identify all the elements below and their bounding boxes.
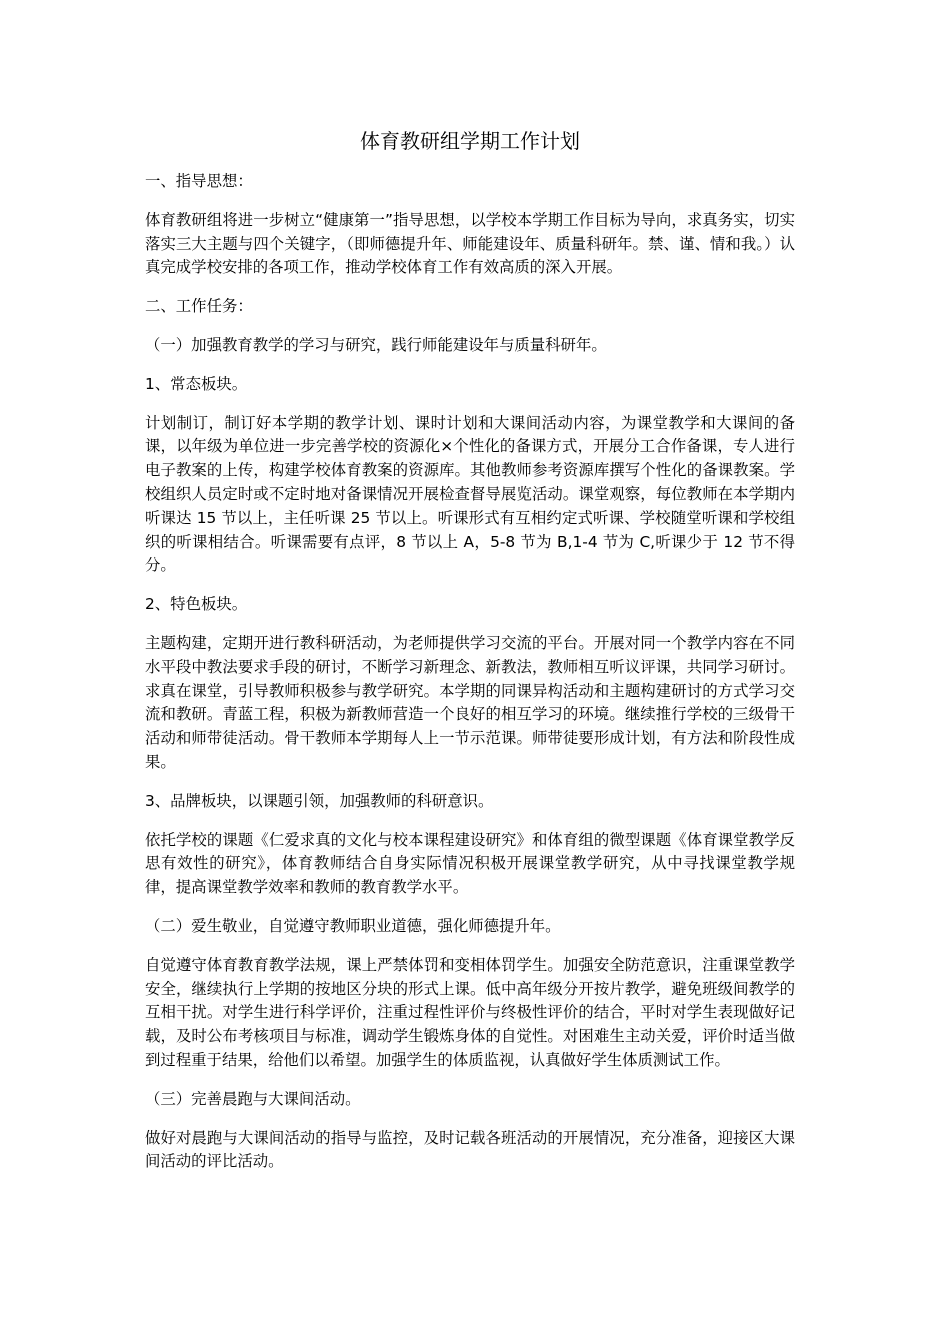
section-heading-guiding-ideology: 一、指导思想： [145,172,253,190]
paragraph-brand: 依托学校的课题《仁爱求真的文化与校本课程建设研究》和体育组的微型课题《体育课堂教学反思有效性的研究》，体育教师结合自身实际情况积极开展课堂教学研究，从中寻找课堂教学规律，提高课堂教学效率和教师的教育教学水平。 [145,830,795,897]
document-title: 体育教研组学期工作计划 [360,129,580,153]
paragraph-feature: 主题构建，定期开进行教科研活动，为老师提供学习交流的平台。开展对同一个教学内容在不同水平段中教法要求手段的研讨，不断学习新理念、新教法，教师相互听议评课，共同学习研讨。求真在课堂，引导教师积极参与教学研究。本学期的同课异构活动和主题构建研讨的方式学习交流和教研。青蓝工程，积极为新教师营造一个良好的相互学习的环境。继续推行学校的三级骨干活动和师带徒活动。骨干教师本学期每人上一节示范课。师带徒要形成计划，有方法和阶段性成果。 [145,633,795,771]
item-heading-brand: 3、品牌板块，以课题引领，加强教师的科研意识。 [145,791,494,810]
subsection-heading-3: （三）完善晨跑与大课间活动。 [145,1089,361,1108]
item-heading-feature: 2、特色板块。 [145,595,248,614]
paragraph-guiding-ideology: 体育教研组将进一步树立“健康第一”指导思想，以学校本学期工作目标为导向，求真务实，切实落实三大主题与四个关键字，（即师德提升年、师能建设年、质量科研年。禁、谨、情和我。）认真完成学校安排的各项工作，推动学校体育工作有效高质的深入开展。 [145,210,795,277]
paragraph-morning-run: 做好对晨跑与大课间活动的指导与监控，及时记载各班活动的开展情况，充分准备，迎接区大课间活动的评比活动。 [145,1128,795,1171]
section-heading-work-tasks: 二、工作任务： [145,297,253,316]
subsection-heading-2: （二）爱生敬业，自觉遵守教师职业道德，强化师德提升年。 [145,916,561,935]
paragraph-ethics: 自觉遵守体育教育教学法规，课上严禁体罚和变相体罚学生。加强安全防范意识，注重课堂教学安全，继续执行上学期的按地区分块的形式上课。低中高年级分开按片教学，避免班级间教学的互相干扰。对学生进行科学评价，注重过程性评价与终极性评价的结合，平时对学生表现做好记载，及时公布考核项目与标准，调动学生锻炼身体的自觉性。对困难生主动关爱，评价时适当做到过程重于结果，给他们以希望。加强学生的体质监视，认真做好学生体质测试工作。 [145,955,795,1069]
item-heading-routine: 1、常态板块。 [145,374,248,393]
subsection-heading-1: （一）加强教育教学的学习与研究，践行师能建设年与质量科研年。 [145,335,607,354]
document-page [145,126,795,1189]
paragraph-routine: 计划制订，制订好本学期的教学计划、课时计划和大课间活动内容，为课堂教学和大课间的备课，以年级为单位进一步完善学校的资源化×个性化的备课方式，开展分工合作备课，专人进行电子教案的上传，构建学校体育教案的资源库。其他教师参考资源库撰写个性化的备课教案。学校组织人员定时或不定时地对备课情况开展检查督导展览活动。课堂观察，每位教师在本学期内听课达 15 节以上，主任听课 25 节以上。听课形式有互相约定式听课、学校随堂听课和学校组织的听课相结合。听课需要有点评，8 节以上 A，5-8 节为 B,1-4 节为 C,听课少于 12 节不得分。 [145,413,795,575]
